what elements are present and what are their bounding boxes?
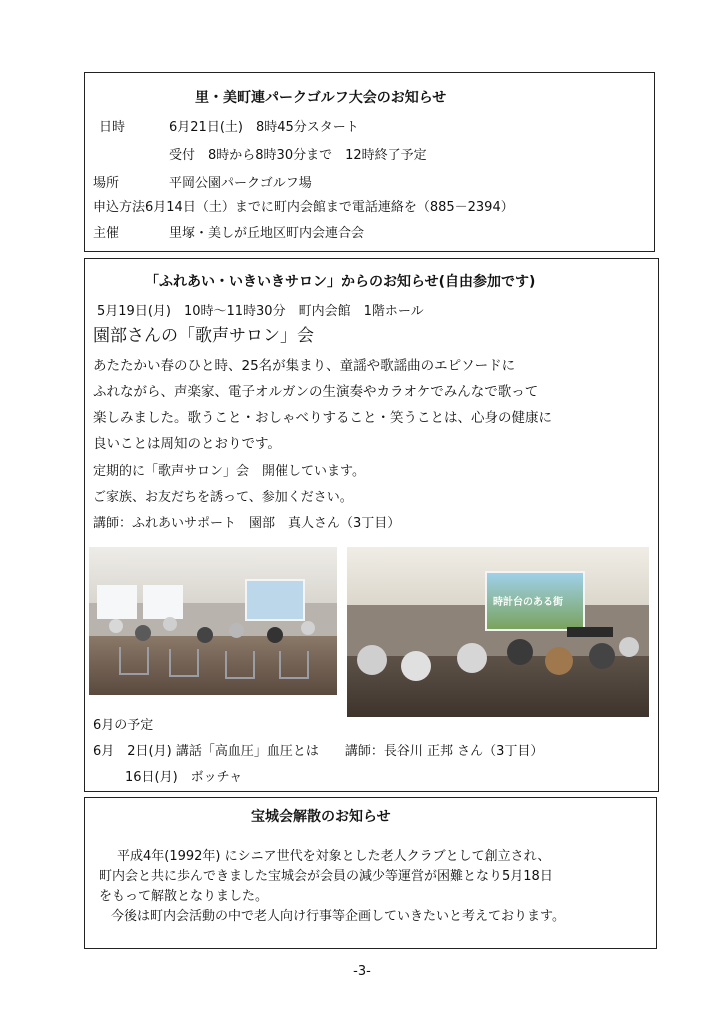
salon-body-line: 楽しみました。歌うこと・おしゃべりすること・笑うことは、心身の健康に (93, 410, 552, 426)
houjoukai-line: 今後は町内会活動の中で老人向け行事等企画していきたいと考えております。 (111, 909, 565, 924)
houjoukai-title: 宝城会解散のお知らせ (251, 809, 391, 825)
june-schedule-item: 6月 2日(月) 講話「高血圧」血圧とは 講師：長谷川 正邦 さん（3丁目） (93, 744, 544, 759)
houjoukai-line: をもって解散となりました。 (99, 889, 269, 904)
date-label: 日時 (99, 120, 126, 135)
application-method: 申込方法6月14日（土）までに町内会館まで電話連絡を（885－2394） (93, 200, 514, 215)
salon-body-line: 良いことは周知のとおりです。 (93, 436, 281, 452)
event-datetime: 5月19日(月) 10時～11時30分 町内会館 1階ホール (97, 304, 424, 319)
june-schedule-title: 6月の予定 (93, 718, 154, 733)
salon-body-line: ご家族、お友だちを誘って、参加ください。 (93, 490, 353, 505)
salon-photo-right (347, 547, 649, 717)
salon-notice (84, 258, 659, 792)
place-label: 場所 (93, 176, 120, 191)
salon-title: 「ふれあい・いきいきサロン」からのお知らせ(自由参加です) (145, 274, 536, 290)
lecturer-line: 講師：ふれあいサポート 園部 真人さん（3丁目） (93, 516, 401, 531)
reception-time: 受付 8時から8時30分まで 12時終了予定 (169, 148, 427, 163)
houjoukai-line: 平成4年(1992年) にシニア世代を対象とした老人クラブとして創立され、 (117, 849, 551, 864)
salon-photo-left (89, 547, 337, 695)
event-title: 園部さんの「歌声サロン」会 (93, 326, 314, 346)
place-value: 平岡公園パークゴルフ場 (169, 176, 312, 191)
salon-body-line: 定期的に「歌声サロン」会 開催しています。 (93, 464, 365, 479)
salon-body-line: ふれながら、声楽家、電子オルガンの生演奏やカラオケでみんなで歌って (93, 384, 539, 400)
park-golf-notice (84, 72, 655, 252)
screen-caption: 時計台のある街 (493, 597, 563, 608)
houjoukai-line: 町内会と共に歩んできました宝城会が会員の減少等運営が困難となり5月18日 (99, 869, 553, 884)
host-label: 主催 (93, 226, 120, 241)
host-value: 里塚・美しが丘地区町内会連合会 (169, 226, 365, 241)
park-golf-title: 里・美町連パークゴルフ大会のお知らせ (195, 90, 447, 106)
salon-body-line: あたたかい春のひと時、25名が集まり、童謡や歌謡曲のエピソードに (93, 358, 516, 374)
houjoukai-notice (84, 797, 657, 949)
page-number: -3- (353, 964, 371, 979)
june-schedule-item: 16日(月) ボッチャ (125, 770, 243, 785)
date-value: 6月21日(土) 8時45分スタート (169, 120, 359, 135)
